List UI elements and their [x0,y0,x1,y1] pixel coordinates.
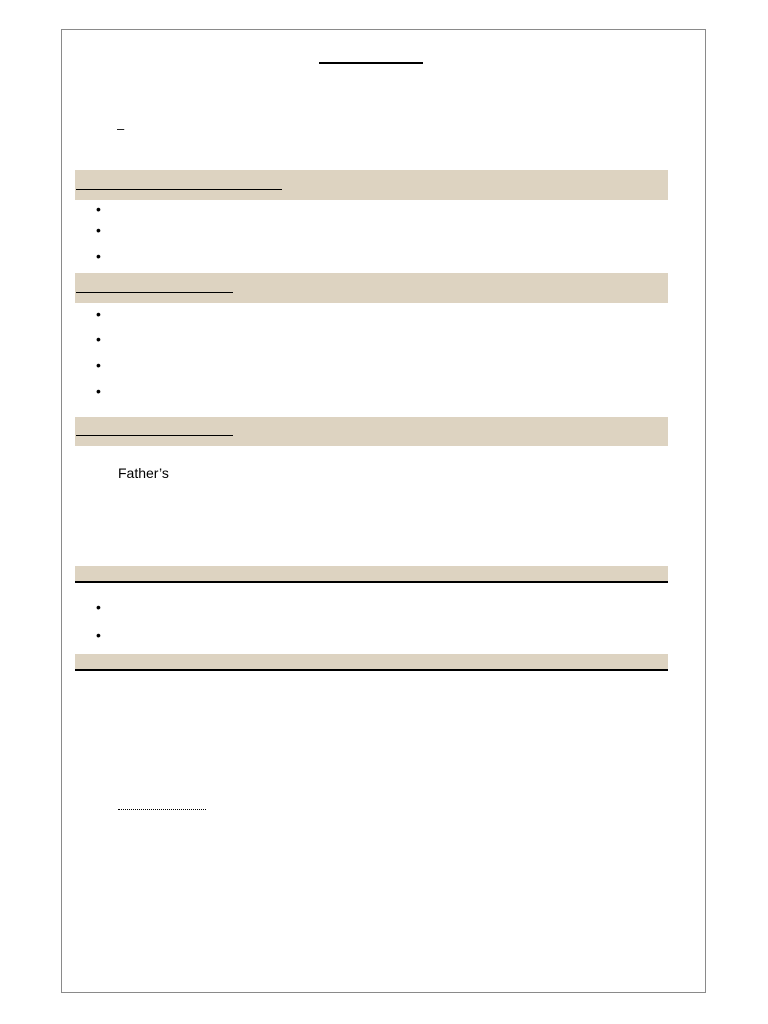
section-rule [75,581,668,583]
bullet-point: • [96,599,101,615]
section-header-band [75,170,668,200]
section-header-band [75,417,668,446]
section-header-band [75,654,668,671]
bullet-point: • [96,248,101,264]
section-rule [75,669,668,671]
bullet-point: • [96,201,101,217]
section-heading-underline [76,292,233,293]
document-page [61,29,706,993]
section-header-band [75,273,668,303]
body-text: Father’s [118,465,169,481]
bullet-point: • [96,306,101,322]
bullet-point: • [96,627,101,643]
header-dash: – [117,121,125,136]
bullet-point: • [96,222,101,238]
section-heading-underline [76,189,282,190]
bullet-point: • [96,383,101,399]
section-heading-underline [76,435,233,436]
bullet-point: • [96,331,101,347]
title-underline [319,62,423,64]
section-header-band [75,566,668,583]
signature-dotted-line [118,809,206,810]
bullet-point: • [96,357,101,373]
